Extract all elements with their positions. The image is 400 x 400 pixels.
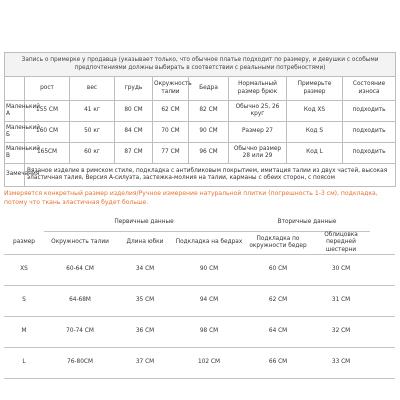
table-row <box>4 255 395 286</box>
table-cell: Обычно размер 28 или 29 <box>229 143 287 164</box>
table-cell: 37 CM <box>116 348 174 379</box>
table-cell: 87 CM <box>115 143 153 164</box>
table-cell: 80 CM <box>115 101 153 122</box>
table-cell: 62 CM <box>244 286 312 317</box>
fitting-note: Запись о примерке у продавца (указывает только, что обычное платье подходит по размеру, и девушки с особыми предпочтениями должны выбирать в соответствии с реальными потребностями) <box>5 53 396 77</box>
table-cell: 64 CM <box>244 317 312 348</box>
table-row <box>4 348 395 379</box>
table-cell: Код L <box>287 143 343 164</box>
table-cell: 60 кг <box>70 143 115 164</box>
header-cell: Облицовка передней шестерни <box>312 232 370 255</box>
table-cell: 98 CM <box>174 317 244 348</box>
table-cell: подходить <box>343 101 396 122</box>
remarks-text: Вязаное изделие в римском стиле, подкладка с антибликовым покрытием, имитация талии из двух частей, высокая эластичная талия, Версия А-силуэта, застежка-молния на талии, карманы с обеих сторон, с поясом <box>25 164 396 187</box>
table-cell: 60 CM <box>244 255 312 286</box>
table-cell: 70 CM <box>153 122 189 143</box>
table-cell: подходить <box>343 143 396 164</box>
header-cell: Длина юбки <box>116 232 174 255</box>
table-cell: 36 CM <box>116 317 174 348</box>
product-size-table <box>4 215 395 379</box>
group-primary-label: Первичные данные <box>44 215 244 232</box>
table-cell: 64-68M <box>44 286 116 317</box>
table-cell: 94 CM <box>174 286 244 317</box>
table-cell: Обычно 25, 26 круг <box>229 101 287 122</box>
header-cell: Подкладка на бедрах <box>174 232 244 255</box>
header-cell: рост <box>25 77 70 101</box>
header-cell: размер <box>4 232 44 255</box>
group-secondary-label: Вторичные данные <box>244 215 370 232</box>
table-cell: 66 CM <box>244 348 312 379</box>
table-row <box>4 286 395 317</box>
header-cell: Состояние износа <box>343 77 396 101</box>
table-cell: 90 CM <box>174 255 244 286</box>
table-cell: 70-74 CM <box>44 317 116 348</box>
size-cell: M <box>4 317 44 348</box>
header-cell: Подкладка по окружности бедер <box>244 232 312 255</box>
size-cell: L <box>4 348 44 379</box>
table-cell: 84 CM <box>115 122 153 143</box>
table-cell: 34 CM <box>116 255 174 286</box>
table-cell: 32 CM <box>312 317 370 348</box>
table-row <box>5 101 396 122</box>
measurement-notice: Измеряется конкретный размер изделия/Ручное измерение натуральной плитки (погрешность 1-3 см), подкладка, потому что ткань эластичная будет больше. <box>4 190 378 206</box>
table-cell: 41 кг <box>70 101 115 122</box>
header-cell: вес <box>70 77 115 101</box>
table-cell: 33 CM <box>312 348 370 379</box>
remarks-row <box>5 164 396 187</box>
table-row <box>4 317 395 348</box>
table-cell: 160 CM <box>25 122 70 143</box>
table-cell: Код XS <box>287 101 343 122</box>
table-header-row <box>5 77 396 101</box>
table-cell: 165CM <box>25 143 70 164</box>
size-cell: S <box>4 286 44 317</box>
table-cell: Размер 27 <box>229 122 287 143</box>
header-cell: Окружность талии <box>153 77 189 101</box>
row-label: Маленький А <box>5 101 25 122</box>
table-cell: 50 кг <box>70 122 115 143</box>
table-cell: 31 CM <box>312 286 370 317</box>
table-cell: 76-80CM <box>44 348 116 379</box>
header-cell: Бедра <box>189 77 229 101</box>
header-cell: Нормальный размер брюк <box>229 77 287 101</box>
fitting-record-table <box>4 52 395 187</box>
table-cell: 96 CM <box>189 143 229 164</box>
row-label: Маленький В <box>5 143 25 164</box>
table-cell: 90 CM <box>189 122 229 143</box>
table-cell: 30 CM <box>312 255 370 286</box>
table-cell: 102 CM <box>174 348 244 379</box>
table-cell: 60-64 CM <box>44 255 116 286</box>
table-cell: подходить <box>343 122 396 143</box>
group-header-row <box>4 215 395 232</box>
header-cell <box>5 77 25 101</box>
table-row <box>5 122 396 143</box>
header-cell: Примерьте размер <box>287 77 343 101</box>
row-label: Маленький Б <box>5 122 25 143</box>
table-cell: 35 CM <box>116 286 174 317</box>
size-cell: XS <box>4 255 44 286</box>
table-cell: 155 CM <box>25 101 70 122</box>
table-cell: 82 CM <box>189 101 229 122</box>
table-header-row <box>4 232 395 255</box>
table-row <box>5 143 396 164</box>
header-cell: Окружность талии <box>44 232 116 255</box>
table-cell: Код S <box>287 122 343 143</box>
table-cell: 77 CM <box>153 143 189 164</box>
table-cell: 62 CM <box>153 101 189 122</box>
remarks-label: Замечания <box>5 164 25 187</box>
header-cell: грудь <box>115 77 153 101</box>
